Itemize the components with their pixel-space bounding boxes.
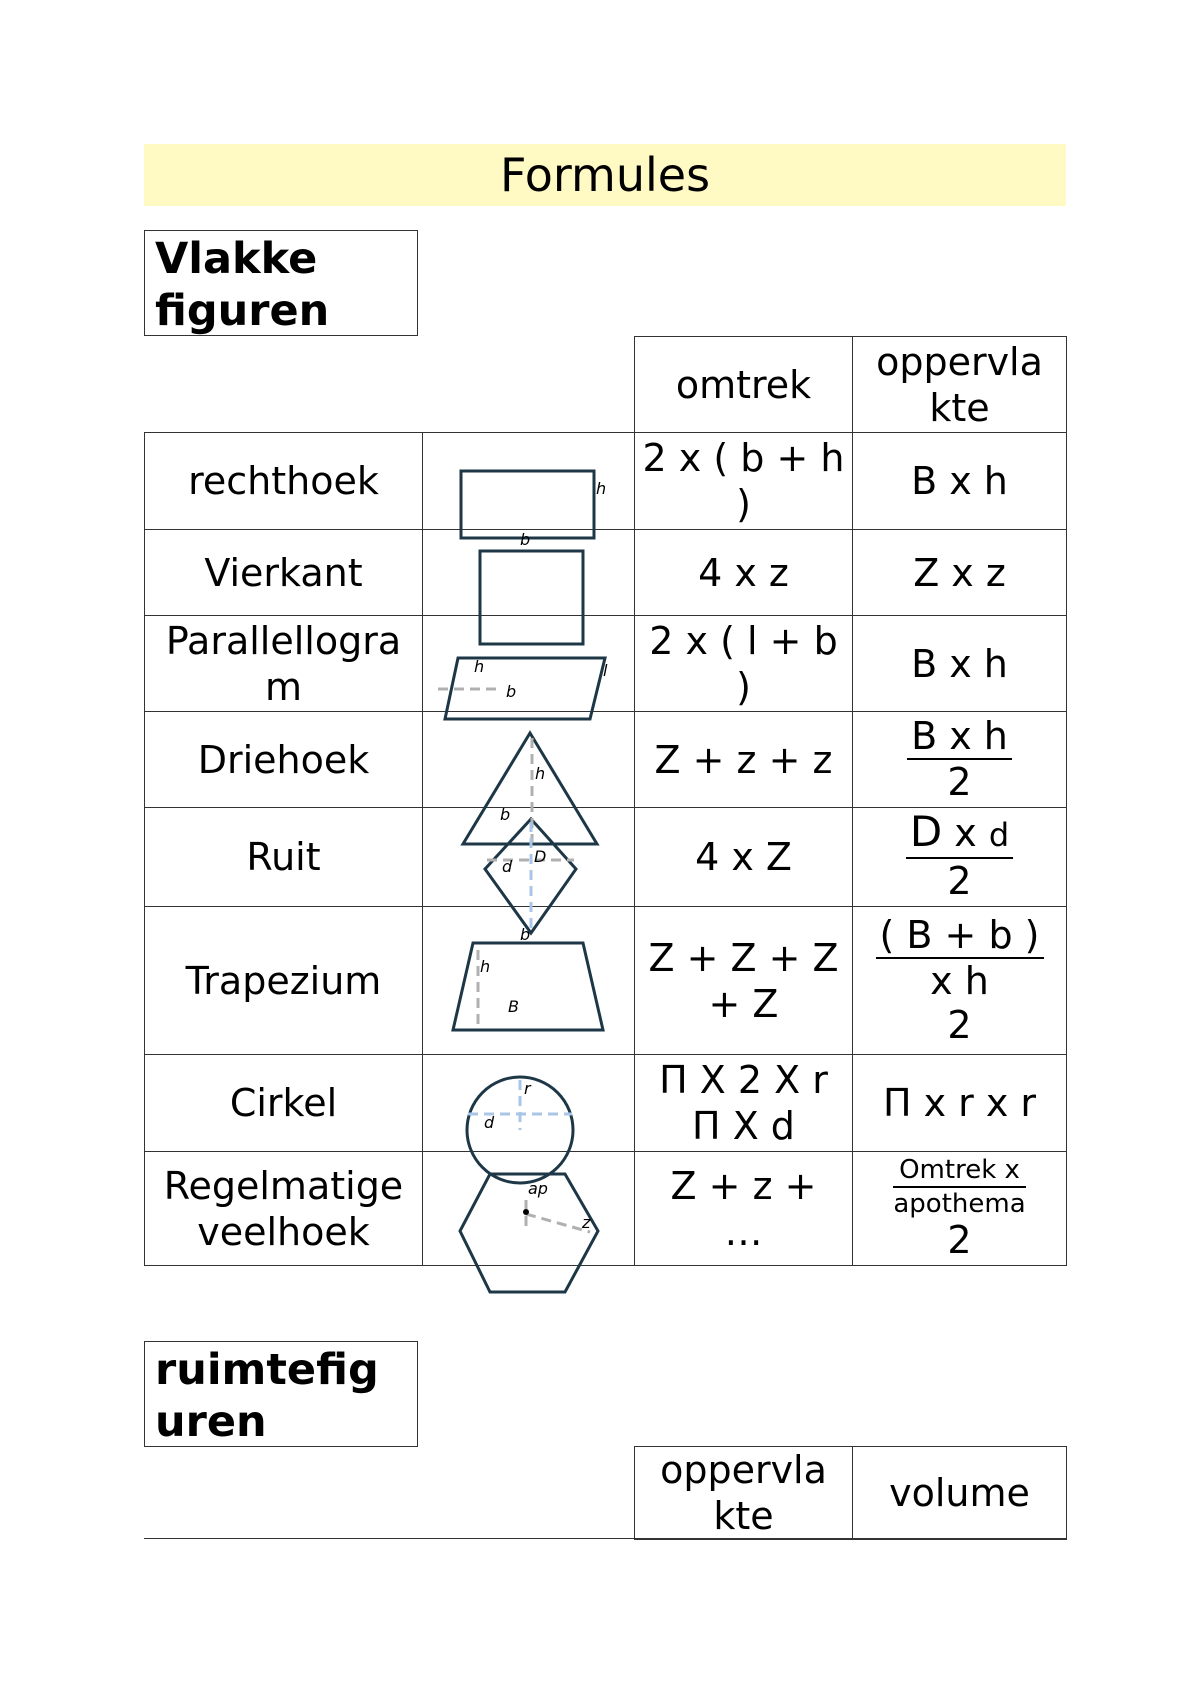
section-heading-solid: ruimtefig uren	[144, 1341, 418, 1447]
row-name: Trapezium	[145, 907, 423, 1055]
omtrek-cell: 4 x Z	[635, 808, 853, 907]
para-label-h: h	[474, 657, 485, 676]
oppervlakte-cell	[853, 907, 1067, 1055]
table-row	[145, 808, 1067, 907]
fraction	[876, 913, 1044, 1047]
fraction-numerator: ( B + b )	[876, 913, 1044, 959]
row-name: Ruit	[145, 808, 423, 907]
fraction-middle: apothema	[893, 1189, 1026, 1219]
circle-label-d: d	[484, 1113, 495, 1132]
table-header-row	[145, 337, 1067, 433]
tri-label-h: h	[535, 764, 546, 783]
table-row	[145, 433, 1067, 530]
table-row	[145, 1152, 1067, 1266]
numerator-d: d	[988, 816, 1010, 854]
omtrek-cell	[635, 1055, 853, 1152]
shape-cell	[423, 1055, 635, 1152]
trap-label-B: B	[508, 997, 519, 1016]
tri-label-b: b	[500, 805, 511, 824]
numerator-x: x	[942, 811, 989, 855]
omtrek-line-1: Z + z +	[670, 1163, 817, 1208]
header-oppervlakte: oppervla kte	[853, 337, 1067, 433]
table-row	[145, 616, 1067, 712]
table-row	[145, 907, 1067, 1055]
hex-label-z: z	[582, 1213, 591, 1232]
rhombus-label-D: D	[534, 847, 547, 866]
circle-label-r: r	[524, 1079, 531, 1098]
omtrek-line-2: Π X d	[692, 1104, 795, 1148]
trap-label-b: b	[520, 925, 531, 944]
table-row	[145, 1055, 1067, 1152]
row-name: Cirkel	[145, 1055, 423, 1152]
header-omtrek: omtrek	[635, 337, 853, 433]
table-bottom-border	[144, 1538, 1066, 1539]
rhombus-label-d: d	[502, 857, 513, 876]
omtrek-line-2: …	[724, 1209, 763, 1254]
numerator-D: D	[909, 807, 943, 856]
omtrek-cell: 4 x z	[635, 530, 853, 616]
shape-cell	[423, 530, 635, 616]
hex-label-ap: ap	[528, 1179, 548, 1198]
para-label-b: b	[506, 682, 517, 701]
page-title: Formules	[144, 144, 1066, 206]
table-header-row	[635, 1447, 1067, 1540]
solid-figures-table	[634, 1446, 1067, 1540]
fraction	[893, 1154, 1025, 1260]
row-name: Driehoek	[145, 712, 423, 808]
header-oppervlakte: oppervla kte	[635, 1447, 853, 1540]
fraction-numerator	[906, 807, 1013, 859]
oppervlakte-cell: B x h	[853, 616, 1067, 712]
table-row	[145, 530, 1067, 616]
rect-label-b: b	[520, 530, 531, 549]
section-heading-flat: Vlakke figuren	[144, 230, 418, 336]
shape-cell	[423, 616, 635, 712]
fraction-numerator: B x h	[907, 714, 1012, 760]
oppervlakte-cell	[853, 712, 1067, 808]
flat-figures-table	[144, 336, 1067, 1266]
fraction-denominator: 2	[947, 859, 972, 903]
oppervlakte-cell: B x h	[853, 433, 1067, 530]
omtrek-cell	[635, 1152, 853, 1266]
row-name: Parallellogra m	[145, 616, 423, 712]
row-name: Regelmatige veelhoek	[145, 1152, 423, 1266]
fraction-middle: x h	[930, 959, 989, 1003]
omtrek-cell: Z + Z + Z + Z	[635, 907, 853, 1055]
table-row	[145, 712, 1067, 808]
fraction-denominator: 2	[947, 1003, 972, 1047]
oppervlakte-cell	[853, 1152, 1067, 1266]
oppervlakte-cell	[853, 808, 1067, 907]
oppervlakte-cell: Z x z	[853, 530, 1067, 616]
omtrek-cell: 2 x ( b + h )	[635, 433, 853, 530]
fraction	[906, 807, 1013, 903]
omtrek-line-1: Π X 2 X r	[659, 1058, 828, 1102]
fraction	[907, 714, 1012, 804]
shape-cell	[423, 712, 635, 808]
fraction-numerator: Omtrek x	[893, 1154, 1025, 1188]
fraction-denominator: 2	[947, 760, 972, 804]
shape-cell	[423, 907, 635, 1055]
shape-cell	[423, 433, 635, 530]
shape-cell	[423, 1152, 635, 1266]
trap-label-h: h	[480, 957, 491, 976]
row-name: Vierkant	[145, 530, 423, 616]
omtrek-cell: Z + z + z	[635, 712, 853, 808]
shape-cell	[423, 808, 635, 907]
header-volume: volume	[853, 1447, 1067, 1540]
row-name: rechthoek	[145, 433, 423, 530]
rect-label-h: h	[596, 479, 607, 498]
omtrek-cell: 2 x ( l + b )	[635, 616, 853, 712]
para-label-l: l	[603, 661, 608, 680]
oppervlakte-cell: Π x r x r	[853, 1055, 1067, 1152]
fraction-denominator: 2	[947, 1218, 972, 1262]
